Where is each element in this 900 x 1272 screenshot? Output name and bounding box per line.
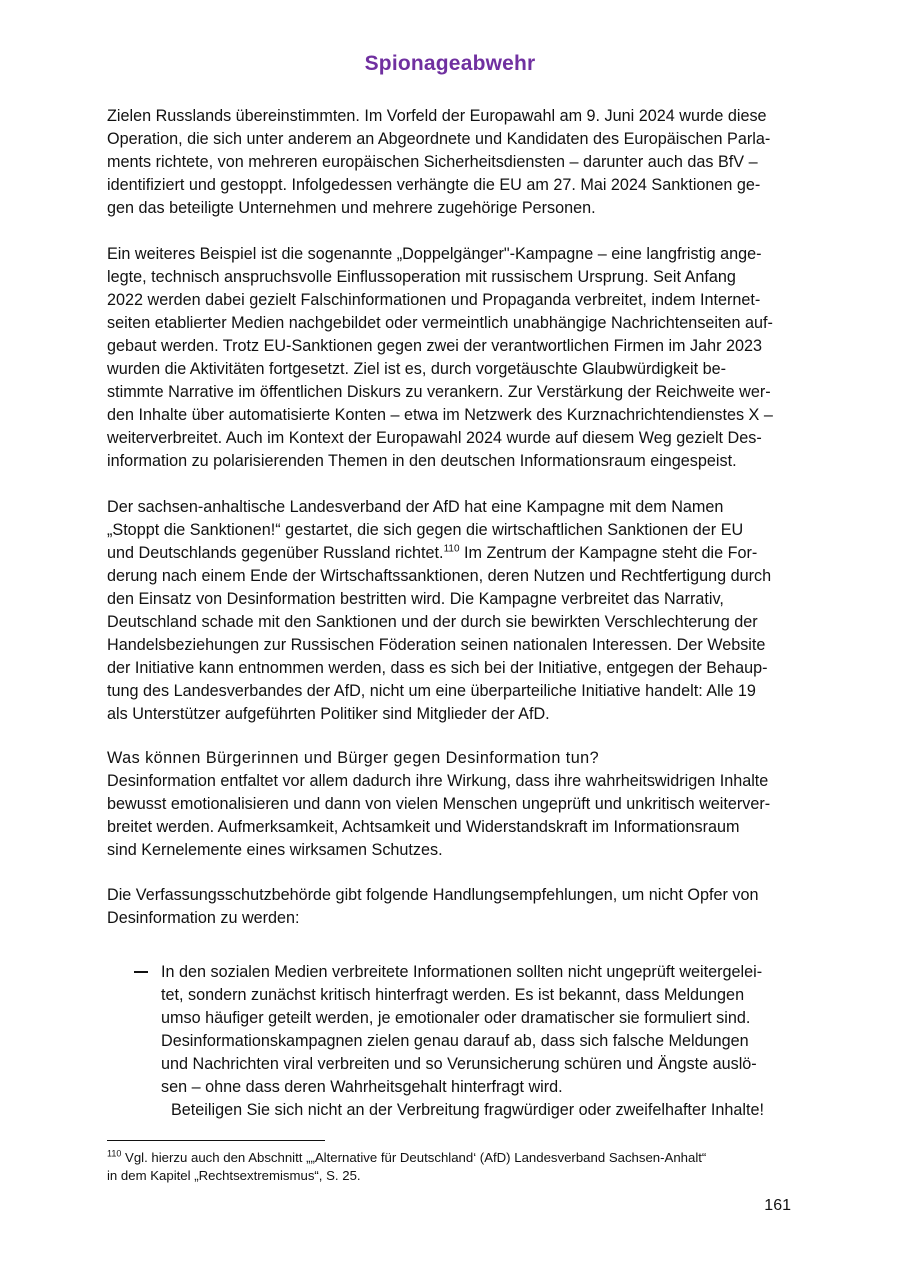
footnote-divider <box>107 1140 325 1141</box>
text-line: Desinformation zu werden: <box>107 909 300 927</box>
text-line: sind Kernelemente eines wirksamen Schutzes. <box>107 841 443 859</box>
text-line: legte, technisch anspruchsvolle Einflussoperation mit russischem Ursprung. Seit Anfang <box>107 268 736 286</box>
text-line: als Unterstützer aufgeführten Politiker sind Mitglieder der AfD. <box>107 705 550 723</box>
text-line: Handelsbeziehungen zur Russischen Föderation seinen nationalen Interessen. Der Website <box>107 636 766 654</box>
recommendation-note: Beteiligen Sie sich nicht an der Verbreitung fragwürdiger oder zweifelhafter Inhalte! <box>171 1101 764 1119</box>
text-line: information zu polarisierenden Themen in den deutschen Informationsraum eingespeist. <box>107 452 737 470</box>
footnote-text: Vgl. hierzu auch den Abschnitt „„Alternative für Deutschland‘ (AfD) Landesverband Sachsen-Anhalt“ <box>121 1150 707 1165</box>
text-line: Operation, die sich unter anderem an Abgeordnete und Kandidaten des Europäischen Parla- <box>107 130 771 148</box>
text-line: gebaut werden. Trotz EU-Sanktionen gegen zwei der verantwortlichen Firmen im Jahr 2023 <box>107 337 763 355</box>
text-line: In den sozialen Medien verbreitete Informationen sollten nicht ungeprüft weitergelei- <box>161 963 763 981</box>
text-line: den Inhalte über automatisierte Konten – etwa im Netzwerk des Kurznachrichtendienstes X – <box>107 406 773 424</box>
text-line: bewusst emotionalisieren und dann von vielen Menschen ungeprüft und unkritisch weiterver- <box>107 795 771 813</box>
text-line: stimmte Narrative im öffentlichen Diskurs zu verankern. Zur Verstärkung der Reichweite wer- <box>107 383 771 401</box>
text-line: wurden die Aktivitäten fortgesetzt. Ziel ist es, durch vorgetäuschte Glaubwürdigkeit be- <box>107 360 727 378</box>
text-segment: Im Zentrum der Kampagne steht die For- <box>459 544 758 562</box>
dash-bullet-icon <box>134 971 148 973</box>
text-line: identifiziert und gestoppt. Infolgedessen verhängte die EU am 27. Mai 2024 Sanktionen ge- <box>107 176 761 194</box>
footnote <box>107 1149 791 1185</box>
text-line: Ein weiteres Beispiel ist die sogenannte „Doppelgänger"-Kampagne – eine langfristig ange- <box>107 245 762 263</box>
section-subheading: Was können Bürgerinnen und Bürger gegen Desinformation tun? <box>107 749 600 767</box>
text-line: „Stoppt die Sanktionen!“ gestartet, die sich gegen die wirtschaftlichen Sanktionen der EU <box>107 521 744 539</box>
text-line: seiten etablierter Medien nachgebildet oder vermeintlich unabhängige Nachrichtenseiten auf- <box>107 314 773 332</box>
paragraph-1 <box>107 105 791 220</box>
text-line: und Nachrichten viral verbreiten und so Verunsicherung schüren und Ängste auslö- <box>161 1055 757 1073</box>
text-line: Desinformation entfaltet vor allem dadurch ihre Wirkung, dass ihre wahrheitswidrigen Inhalte <box>107 772 769 790</box>
text-line: gen das beteiligte Unternehmen und mehrere zugehörige Personen. <box>107 199 596 217</box>
text-line: Der sachsen-anhaltische Landesverband der AfD hat eine Kampagne mit dem Namen <box>107 498 724 516</box>
text-line: breitet werden. Aufmerksamkeit, Achtsamkeit und Widerstandskraft im Informationsraum <box>107 818 740 836</box>
text-line: derung nach einem Ende der Wirtschaftssanktionen, deren Nutzen und Rechtfertigung durch <box>107 567 772 585</box>
text-line: umso häufiger geteilt werden, je emotionaler oder dramatischer sie formuliert sind. <box>161 1009 751 1027</box>
text-line <box>107 542 791 565</box>
text-line: ments richtete, von mehreren europäischen Sicherheitsdiensten – darunter auch das BfV – <box>107 153 758 171</box>
text-line: tet, sondern zunächst kritisch hinterfragt werden. Es ist bekannt, dass Meldungen <box>161 986 745 1004</box>
text-line: der Initiative kann entnommen werden, dass es sich bei der Initiative, entgegen der Behaup- <box>107 659 768 677</box>
text-line: Desinformationskampagnen zielen genau darauf ab, dass sich falsche Meldungen <box>161 1032 749 1050</box>
text-line: Deutschland schade mit den Sanktionen und der durch sie bewirkten Verschlechterung der <box>107 613 758 631</box>
text-line: Die Verfassungsschutzbehörde gibt folgende Handlungsempfehlungen, um nicht Opfer von <box>107 886 759 904</box>
text-line: 2022 werden dabei gezielt Falschinformationen und Propaganda verbreitet, indem Internet- <box>107 291 761 309</box>
page-title: Spionageabwehr <box>364 52 536 75</box>
footnote-reference[interactable]: 110 <box>443 543 460 555</box>
text-line: weiterverbreitet. Auch im Kontext der Europawahl 2024 wurde auf diesem Weg gezielt Des- <box>107 429 762 447</box>
text-segment: und Deutschlands gegenüber Russland richtet. <box>107 544 444 562</box>
text-line: sen – ohne dass deren Wahrheitsgehalt hinterfragt wird. <box>161 1078 563 1096</box>
page-number: 161 <box>764 1197 791 1214</box>
paragraph-5 <box>107 884 791 930</box>
footnote-line <box>107 1149 791 1167</box>
paragraph-2 <box>107 243 791 473</box>
footnote-line: in dem Kapitel „Rechtsextremismus“, S. 25. <box>107 1168 361 1183</box>
bullet-item <box>161 961 791 1122</box>
text-line: Zielen Russlands übereinstimmten. Im Vorfeld der Europawahl am 9. Juni 2024 wurde diese <box>107 107 767 125</box>
paragraph-4 <box>107 747 791 862</box>
paragraph-3 <box>107 496 791 726</box>
text-line: den Einsatz von Desinformation bestritten wird. Die Kampagne verbreitet das Narrativ, <box>107 590 724 608</box>
text-line: tung des Landesverbandes der AfD, nicht um eine überparteiliche Initiative handelt: Alle 19 <box>107 682 756 700</box>
footnote-number: 110 <box>107 1148 122 1159</box>
